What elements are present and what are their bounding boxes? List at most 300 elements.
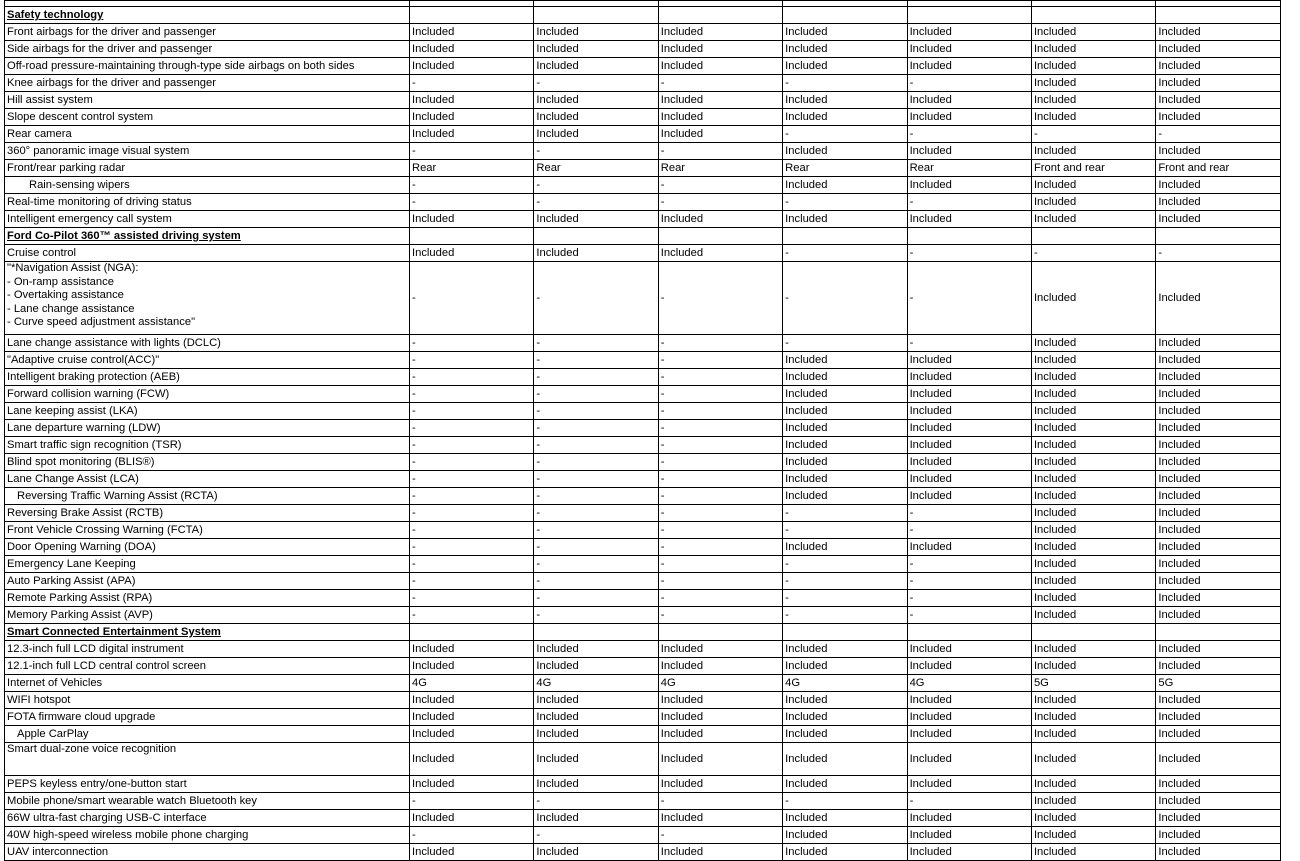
feature-name: FOTA firmware cloud upgrade — [5, 709, 410, 726]
trim-value-cell: Included — [1156, 658, 1280, 675]
trim-value-cell: Included — [783, 454, 907, 471]
table-row — [5, 539, 1281, 556]
table-row — [5, 194, 1281, 211]
trim-value-cell: Included — [1156, 177, 1280, 194]
trim-value-cell: - — [658, 488, 782, 505]
table-row — [5, 369, 1281, 386]
trim-value-cell: Included — [534, 844, 658, 861]
trim-value-cell: Included — [1156, 539, 1280, 556]
feature-name: Door Opening Warning (DOA) — [5, 539, 410, 556]
trim-value-cell: Included — [658, 692, 782, 709]
trim-value-cell: Included — [1031, 607, 1155, 624]
trim-value-cell: Included — [410, 245, 534, 262]
feature-name: Side airbags for the driver and passenger — [5, 41, 410, 58]
table-row — [5, 177, 1281, 194]
feature-name: Blind spot monitoring (BLIS®) — [5, 454, 410, 471]
trim-value-cell: - — [658, 335, 782, 352]
feature-name: Smart traffic sign recognition (TSR) — [5, 437, 410, 454]
trim-value-cell: Included — [1031, 75, 1155, 92]
trim-value-cell: Included — [658, 844, 782, 861]
trim-value-cell: Included — [1156, 776, 1280, 793]
table-row — [5, 143, 1281, 160]
trim-value-cell: - — [410, 403, 534, 420]
trim-value-cell: Included — [1031, 776, 1155, 793]
trim-value-cell: Included — [534, 726, 658, 743]
trim-value-cell: - — [907, 573, 1031, 590]
feature-name: Cruise control — [5, 245, 410, 262]
table-row — [5, 607, 1281, 624]
trim-value-cell: Front and rear — [1156, 160, 1280, 177]
trim-value-cell: - — [783, 793, 907, 810]
trim-value-cell: Included — [1156, 692, 1280, 709]
trim-value-cell: Included — [783, 471, 907, 488]
trim-value-cell: Included — [783, 726, 907, 743]
trim-value-cell: Included — [410, 92, 534, 109]
trim-value-cell: Included — [1031, 692, 1155, 709]
trim-value-cell: Included — [907, 58, 1031, 75]
table-row — [5, 573, 1281, 590]
trim-value-cell: - — [658, 75, 782, 92]
trim-value-cell: - — [410, 607, 534, 624]
trim-value-cell: Included — [410, 844, 534, 861]
feature-name: "Adaptive cruise control(ACC)" — [5, 352, 410, 369]
trim-value-cell: Included — [658, 641, 782, 658]
trim-value-cell: - — [783, 522, 907, 539]
feature-name: 40W high-speed wireless mobile phone charging — [5, 827, 410, 844]
trim-value-cell: - — [658, 194, 782, 211]
empty-cell — [1156, 7, 1280, 24]
trim-value-cell: Included — [1031, 556, 1155, 573]
trim-value-cell: Included — [1156, 403, 1280, 420]
trim-value-cell: - — [783, 335, 907, 352]
trim-value-cell: - — [534, 177, 658, 194]
trim-value-cell: Included — [1156, 793, 1280, 810]
trim-value-cell: - — [534, 454, 658, 471]
table-row — [5, 726, 1281, 743]
trim-value-cell: 4G — [783, 675, 907, 692]
trim-value-cell: - — [1156, 245, 1280, 262]
trim-value-cell: Included — [783, 658, 907, 675]
trim-value-cell: - — [658, 143, 782, 160]
trim-value-cell: Included — [1156, 143, 1280, 160]
trim-value-cell: Included — [907, 437, 1031, 454]
feature-name: Front/rear parking radar — [5, 160, 410, 177]
trim-value-cell: Included — [907, 658, 1031, 675]
empty-cell — [783, 624, 907, 641]
table-row — [5, 844, 1281, 861]
trim-value-cell: Included — [783, 488, 907, 505]
trim-value-cell: Included — [1031, 658, 1155, 675]
feature-name: Remote Parking Assist (RPA) — [5, 590, 410, 607]
trim-value-cell: - — [658, 471, 782, 488]
trim-value-cell: Included — [1031, 827, 1155, 844]
trim-value-cell: Included — [907, 369, 1031, 386]
trim-value-cell: Included — [783, 437, 907, 454]
trim-value-cell: Included — [907, 454, 1031, 471]
trim-value-cell: - — [783, 505, 907, 522]
trim-value-cell: Included — [1156, 471, 1280, 488]
trim-value-cell: - — [534, 590, 658, 607]
trim-value-cell: Included — [1156, 211, 1280, 228]
trim-value-cell: Included — [1031, 262, 1155, 335]
trim-value-cell: - — [1031, 126, 1155, 143]
trim-value-cell: - — [658, 573, 782, 590]
trim-value-cell: - — [658, 607, 782, 624]
table-row — [5, 92, 1281, 109]
trim-value-cell: Included — [658, 58, 782, 75]
trim-value-cell: Included — [1031, 41, 1155, 58]
feature-name: Memory Parking Assist (AVP) — [5, 607, 410, 624]
trim-value-cell: Included — [1156, 109, 1280, 126]
trim-value-cell: Included — [783, 641, 907, 658]
trim-value-cell: - — [410, 488, 534, 505]
trim-value-cell: Included — [410, 726, 534, 743]
trim-value-cell: Included — [907, 488, 1031, 505]
trim-value-cell: Included — [410, 776, 534, 793]
trim-value-cell: Included — [410, 126, 534, 143]
feature-name: Lane change assistance with lights (DCLC) — [5, 335, 410, 352]
trim-value-cell: - — [534, 369, 658, 386]
trim-value-cell: - — [907, 505, 1031, 522]
empty-cell — [1031, 7, 1155, 24]
trim-value-cell: - — [658, 827, 782, 844]
trim-value-cell: Included — [1031, 335, 1155, 352]
trim-value-cell: Included — [534, 109, 658, 126]
trim-value-cell: Included — [783, 386, 907, 403]
trim-value-cell: Included — [410, 692, 534, 709]
trim-value-cell: Included — [1156, 369, 1280, 386]
table-row — [5, 827, 1281, 844]
trim-value-cell: Included — [907, 109, 1031, 126]
trim-value-cell: - — [410, 437, 534, 454]
trim-value-cell: - — [410, 177, 534, 194]
trim-value-cell: Included — [658, 211, 782, 228]
table-row — [5, 437, 1281, 454]
trim-value-cell: - — [534, 827, 658, 844]
table-row — [5, 41, 1281, 58]
trim-value-cell: Included — [1031, 386, 1155, 403]
table-row — [5, 743, 1281, 776]
trim-value-cell: Included — [410, 58, 534, 75]
feature-name: Internet of Vehicles — [5, 675, 410, 692]
trim-value-cell: - — [658, 437, 782, 454]
trim-value-cell: - — [658, 386, 782, 403]
feature-name: Lane keeping assist (LKA) — [5, 403, 410, 420]
trim-value-cell: - — [534, 143, 658, 160]
trim-value-cell: Included — [907, 41, 1031, 58]
trim-value-cell: Included — [534, 776, 658, 793]
trim-value-cell: Included — [907, 810, 1031, 827]
table-row — [5, 505, 1281, 522]
trim-value-cell: Included — [907, 692, 1031, 709]
trim-value-cell: - — [907, 75, 1031, 92]
trim-value-cell: Included — [534, 211, 658, 228]
trim-value-cell: 4G — [534, 675, 658, 692]
trim-value-cell: Included — [1156, 556, 1280, 573]
trim-value-cell: - — [907, 556, 1031, 573]
table-row — [5, 488, 1281, 505]
trim-value-cell: 5G — [1156, 675, 1280, 692]
trim-value-cell: Included — [658, 126, 782, 143]
table-row — [5, 675, 1281, 692]
trim-value-cell: - — [783, 194, 907, 211]
trim-value-cell: Included — [410, 211, 534, 228]
empty-cell — [783, 7, 907, 24]
trim-value-cell: 5G — [1031, 675, 1155, 692]
spec-table-body — [5, 1, 1281, 861]
feature-name: Emergency Lane Keeping — [5, 556, 410, 573]
table-row — [5, 810, 1281, 827]
feature-name: Lane Change Assist (LCA) — [5, 471, 410, 488]
trim-value-cell: Included — [907, 827, 1031, 844]
feature-name: Intelligent braking protection (AEB) — [5, 369, 410, 386]
section-header-row — [5, 7, 1281, 24]
trim-value-cell: - — [534, 420, 658, 437]
trim-value-cell: - — [410, 194, 534, 211]
table-row — [5, 126, 1281, 143]
trim-value-cell: Included — [1031, 420, 1155, 437]
trim-value-cell: Included — [1156, 262, 1280, 335]
table-row — [5, 335, 1281, 352]
trim-value-cell: Included — [534, 245, 658, 262]
trim-value-cell: Included — [1031, 403, 1155, 420]
trim-value-cell: Included — [1156, 335, 1280, 352]
trim-value-cell: - — [410, 386, 534, 403]
trim-value-cell: Included — [658, 743, 782, 776]
trim-value-cell: Included — [1031, 369, 1155, 386]
trim-value-cell: - — [907, 607, 1031, 624]
trim-value-cell: Included — [1031, 539, 1155, 556]
trim-value-cell: Included — [1156, 709, 1280, 726]
trim-value-cell: Included — [1031, 211, 1155, 228]
trim-value-cell: Included — [907, 641, 1031, 658]
trim-value-cell: Included — [534, 41, 658, 58]
trim-value-cell: Included — [1031, 522, 1155, 539]
trim-value-cell: - — [658, 352, 782, 369]
trim-value-cell: Included — [783, 211, 907, 228]
trim-value-cell: Included — [1031, 143, 1155, 160]
trim-value-cell: - — [907, 245, 1031, 262]
empty-cell — [1156, 228, 1280, 245]
table-row — [5, 658, 1281, 675]
trim-value-cell: - — [907, 126, 1031, 143]
trim-value-cell: - — [907, 262, 1031, 335]
table-row — [5, 776, 1281, 793]
trim-value-cell: - — [783, 245, 907, 262]
trim-value-cell: Included — [1031, 505, 1155, 522]
trim-value-cell: Included — [1156, 505, 1280, 522]
section-title: Smart Connected Entertainment System — [5, 624, 410, 641]
trim-value-cell: Included — [534, 692, 658, 709]
trim-value-cell: - — [534, 352, 658, 369]
trim-value-cell: Included — [1031, 844, 1155, 861]
feature-name: 66W ultra-fast charging USB-C interface — [5, 810, 410, 827]
trim-value-cell: - — [907, 793, 1031, 810]
feature-name: Off-road pressure-maintaining through-type side airbags on both sides — [5, 58, 410, 75]
trim-value-cell: Included — [783, 369, 907, 386]
table-row — [5, 352, 1281, 369]
feature-name: Lane departure warning (LDW) — [5, 420, 410, 437]
trim-value-cell: - — [658, 505, 782, 522]
trim-value-cell: Included — [1031, 709, 1155, 726]
trim-value-cell: Included — [1031, 194, 1155, 211]
trim-value-cell: - — [783, 590, 907, 607]
trim-value-cell: Included — [907, 776, 1031, 793]
trim-value-cell: - — [410, 352, 534, 369]
empty-cell — [783, 228, 907, 245]
trim-value-cell: 4G — [410, 675, 534, 692]
trim-value-cell: - — [783, 75, 907, 92]
trim-value-cell: - — [410, 827, 534, 844]
feature-name: Rear camera — [5, 126, 410, 143]
trim-value-cell: Included — [534, 641, 658, 658]
trim-value-cell: - — [783, 126, 907, 143]
trim-value-cell: Included — [1156, 573, 1280, 590]
trim-value-cell: - — [534, 262, 658, 335]
trim-value-cell: Included — [1031, 641, 1155, 658]
trim-value-cell: Included — [1156, 58, 1280, 75]
empty-cell — [410, 7, 534, 24]
trim-value-cell: Included — [1156, 437, 1280, 454]
table-row — [5, 403, 1281, 420]
trim-value-cell: Included — [410, 109, 534, 126]
trim-value-cell: - — [534, 194, 658, 211]
trim-value-cell: Included — [1156, 743, 1280, 776]
trim-value-cell: - — [534, 437, 658, 454]
trim-value-cell: Included — [658, 41, 782, 58]
table-row — [5, 75, 1281, 92]
trim-value-cell: - — [658, 262, 782, 335]
trim-value-cell: - — [658, 522, 782, 539]
trim-value-cell: Included — [783, 420, 907, 437]
trim-value-cell: Included — [658, 658, 782, 675]
feature-name: Auto Parking Assist (APA) — [5, 573, 410, 590]
trim-value-cell: Included — [783, 352, 907, 369]
trim-value-cell: - — [658, 177, 782, 194]
vehicle-spec-table — [4, 0, 1281, 861]
feature-name: Reversing Brake Assist (RCTB) — [5, 505, 410, 522]
trim-value-cell: - — [410, 573, 534, 590]
trim-value-cell: Included — [1031, 726, 1155, 743]
trim-value-cell: Included — [1156, 590, 1280, 607]
trim-value-cell: Included — [907, 211, 1031, 228]
trim-value-cell: - — [783, 262, 907, 335]
table-row — [5, 420, 1281, 437]
trim-value-cell: Included — [907, 743, 1031, 776]
trim-value-cell: Included — [1031, 471, 1155, 488]
trim-value-cell: Rear — [907, 160, 1031, 177]
trim-value-cell: - — [410, 420, 534, 437]
empty-cell — [658, 7, 782, 24]
trim-value-cell: Included — [783, 743, 907, 776]
trim-value-cell: - — [534, 539, 658, 556]
trim-value-cell: Included — [1031, 58, 1155, 75]
trim-value-cell: - — [1156, 126, 1280, 143]
trim-value-cell: Included — [658, 24, 782, 41]
trim-value-cell: - — [658, 454, 782, 471]
trim-value-cell: 4G — [658, 675, 782, 692]
table-row — [5, 793, 1281, 810]
trim-value-cell: Included — [907, 92, 1031, 109]
trim-value-cell: Included — [1156, 24, 1280, 41]
feature-name: Real-time monitoring of driving status — [5, 194, 410, 211]
feature-name: PEPS keyless entry/one-button start — [5, 776, 410, 793]
trim-value-cell: Included — [1031, 793, 1155, 810]
trim-value-cell: - — [410, 522, 534, 539]
trim-value-cell: - — [658, 420, 782, 437]
trim-value-cell: - — [907, 590, 1031, 607]
trim-value-cell: - — [410, 471, 534, 488]
trim-value-cell: Included — [410, 658, 534, 675]
trim-value-cell: - — [410, 369, 534, 386]
trim-value-cell: Rear — [783, 160, 907, 177]
feature-name: Rain-sensing wipers — [5, 177, 410, 194]
trim-value-cell: Included — [410, 41, 534, 58]
feature-name: Slope descent control system — [5, 109, 410, 126]
trim-value-cell: Included — [410, 24, 534, 41]
trim-value-cell: - — [534, 573, 658, 590]
trim-value-cell: Included — [783, 810, 907, 827]
table-row — [5, 556, 1281, 573]
table-row — [5, 245, 1281, 262]
trim-value-cell: Included — [1156, 420, 1280, 437]
trim-value-cell: - — [534, 386, 658, 403]
feature-name: Front Vehicle Crossing Warning (FCTA) — [5, 522, 410, 539]
trim-value-cell: Included — [1031, 24, 1155, 41]
trim-value-cell: Included — [1031, 810, 1155, 827]
table-row — [5, 471, 1281, 488]
trim-value-cell: - — [907, 522, 1031, 539]
trim-value-cell: Included — [1031, 488, 1155, 505]
trim-value-cell: - — [534, 505, 658, 522]
trim-value-cell: Included — [907, 143, 1031, 160]
trim-value-cell: Included — [1031, 352, 1155, 369]
trim-value-cell: - — [1031, 245, 1155, 262]
empty-cell — [410, 624, 534, 641]
trim-value-cell: Rear — [534, 160, 658, 177]
trim-value-cell: Included — [1156, 810, 1280, 827]
trim-value-cell: Included — [1156, 488, 1280, 505]
trim-value-cell: Included — [907, 386, 1031, 403]
trim-value-cell: Included — [1031, 573, 1155, 590]
section-header-row — [5, 624, 1281, 641]
trim-value-cell: Included — [410, 743, 534, 776]
table-row — [5, 160, 1281, 177]
feature-name: Smart dual-zone voice recognition — [5, 743, 410, 776]
trim-value-cell: Included — [783, 24, 907, 41]
trim-value-cell: - — [534, 556, 658, 573]
trim-value-cell: Included — [783, 844, 907, 861]
trim-value-cell: Included — [534, 658, 658, 675]
trim-value-cell: Included — [1156, 194, 1280, 211]
trim-value-cell: Included — [783, 92, 907, 109]
trim-value-cell: Included — [783, 709, 907, 726]
table-row — [5, 641, 1281, 658]
table-row — [5, 58, 1281, 75]
trim-value-cell: Included — [410, 641, 534, 658]
empty-cell — [410, 228, 534, 245]
feature-name: 12.1-inch full LCD central control screen — [5, 658, 410, 675]
feature-name: UAV interconnection — [5, 844, 410, 861]
trim-value-cell: Included — [658, 810, 782, 827]
trim-value-cell: Included — [783, 58, 907, 75]
trim-value-cell: Included — [534, 126, 658, 143]
trim-value-cell: - — [658, 403, 782, 420]
trim-value-cell: Included — [658, 245, 782, 262]
empty-cell — [1031, 624, 1155, 641]
trim-value-cell: Included — [783, 109, 907, 126]
feature-name: Mobile phone/smart wearable watch Bluetooth key — [5, 793, 410, 810]
